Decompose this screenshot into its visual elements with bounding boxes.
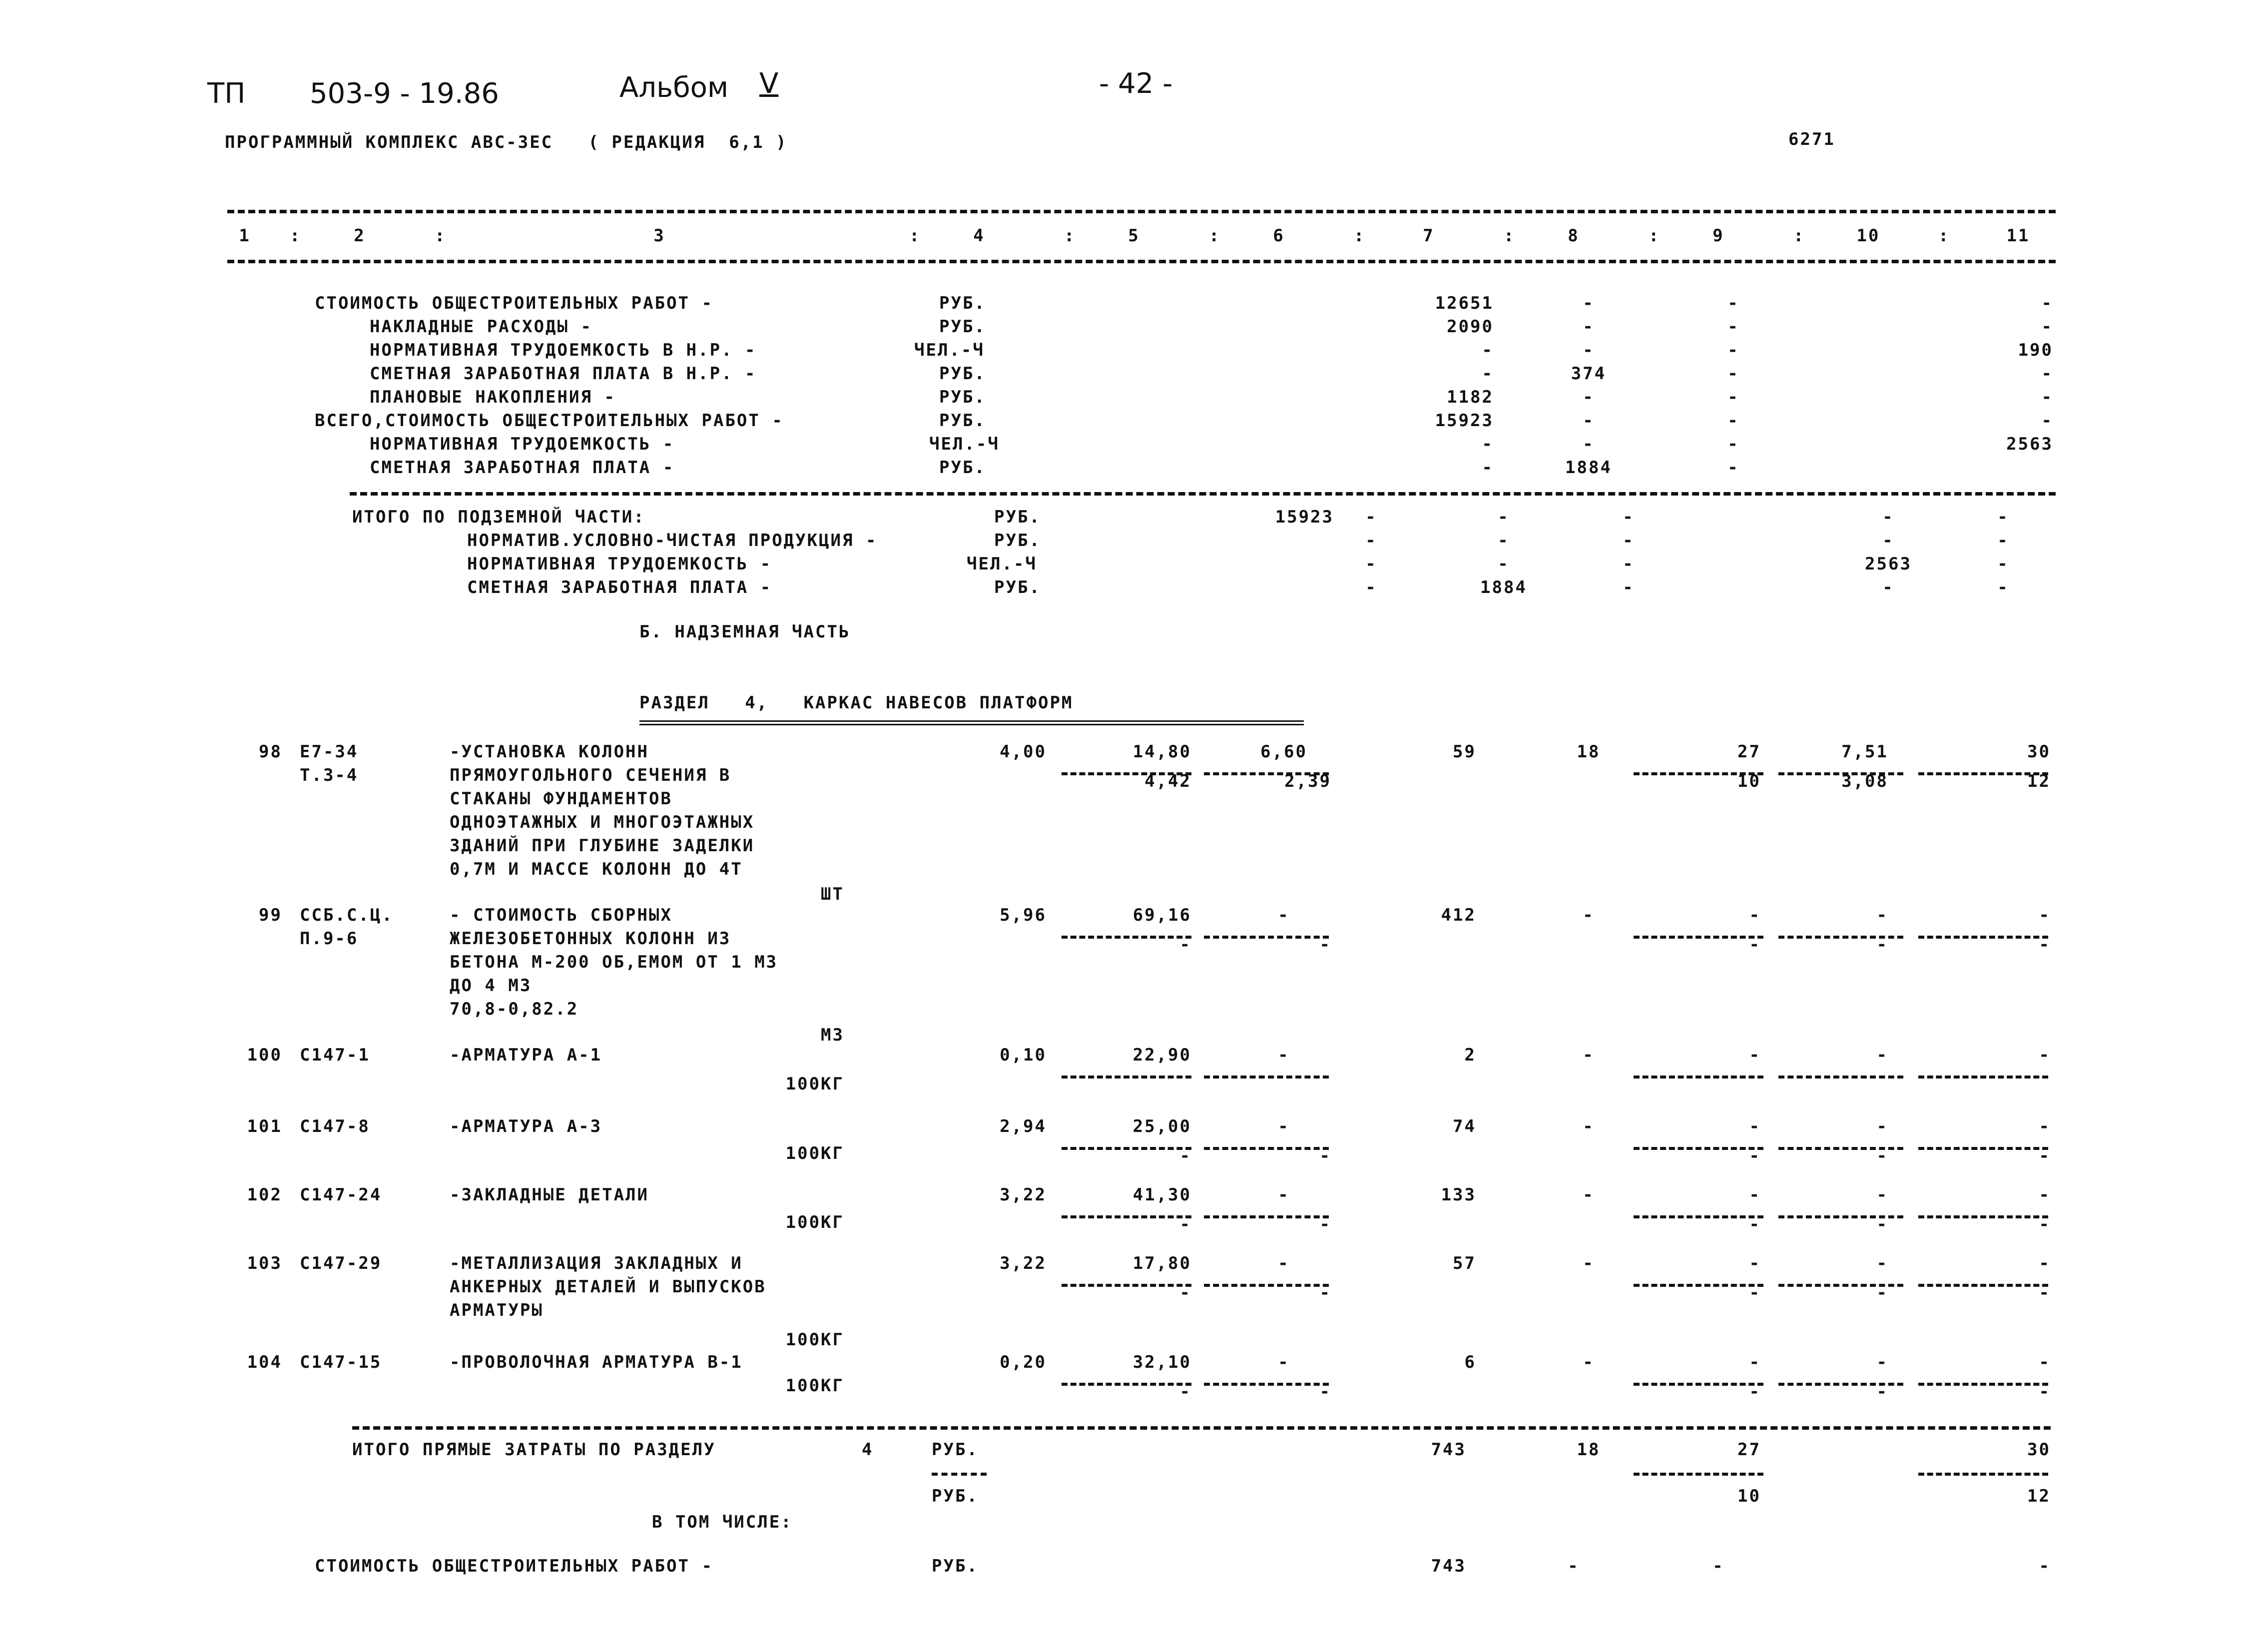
- item-col6-sub: -: [1319, 1382, 1331, 1402]
- item-unit-price: 25,00: [1132, 1116, 1191, 1136]
- razdel-underline: [639, 720, 1304, 725]
- summary-col7: -: [1482, 434, 1494, 454]
- summary2-col-f: -: [1997, 507, 2009, 527]
- summary-col11: -: [2041, 317, 2053, 337]
- summary2-unit: ЧЕЛ.-Ч: [967, 554, 1037, 574]
- item-col9: -: [1749, 1116, 1761, 1136]
- totals-col11-sub: 12: [2027, 1486, 2051, 1506]
- item-col10: -: [1876, 905, 1888, 925]
- item-qty: 0,10: [1000, 1045, 1047, 1065]
- summary2-col-d: -: [1623, 507, 1635, 527]
- summary-col9: -: [1727, 293, 1739, 313]
- summary-label: ВСЕГО,СТОИМОСТЬ ОБЩЕСТРОИТЕЛЬНЫХ РАБОТ -: [315, 411, 784, 431]
- summary-col8: -: [1583, 411, 1595, 431]
- item-cost: 59: [1453, 742, 1476, 762]
- table-header-rule: [227, 260, 2056, 263]
- item-col9: -: [1749, 1253, 1761, 1273]
- doc-number: 6271: [1788, 129, 1835, 149]
- item-col5-sub: -: [1179, 1382, 1191, 1402]
- item-col8: -: [1583, 1352, 1595, 1372]
- summary2-col-d: -: [1623, 554, 1635, 574]
- item-col6-sub: -: [1319, 1214, 1331, 1234]
- item-col11: -: [2039, 1352, 2051, 1372]
- item-col9-sub: -: [1749, 935, 1761, 955]
- item-qty: 5,96: [1000, 905, 1047, 925]
- summary-unit: РУБ.: [939, 317, 986, 337]
- item-col9: -: [1749, 1185, 1761, 1205]
- summary2-col-b: -: [1365, 577, 1377, 597]
- summary-col8: 1884: [1565, 458, 1612, 478]
- item-col6: -: [1278, 1253, 1290, 1273]
- album-number: V: [759, 67, 779, 100]
- summary-col8: 374: [1571, 364, 1607, 384]
- summary-unit: ЧЕЛ.-Ч: [914, 340, 985, 360]
- item-cost: 74: [1453, 1116, 1476, 1136]
- item-col6: 6,60: [1260, 742, 1307, 762]
- item-number: 100: [247, 1045, 282, 1065]
- column-header-8: 8: [1568, 226, 1580, 246]
- summary-unit: РУБ.: [939, 458, 986, 478]
- summary-rule: [350, 492, 2056, 496]
- item-col5-sub: -: [1179, 1214, 1191, 1234]
- item-unit-price: 41,30: [1132, 1185, 1191, 1205]
- item-description: -УСТАНОВКА КОЛОНН: [450, 742, 649, 762]
- summary-col9: -: [1727, 458, 1739, 478]
- item-description: ОДНОЭТАЖНЫХ И МНОГОЭТАЖНЫХ: [450, 812, 755, 832]
- summary-col11: -: [2041, 411, 2053, 431]
- item-col9-sub: -: [1749, 1283, 1761, 1303]
- totals-unit: РУБ.: [932, 1440, 979, 1460]
- item-unit: 100КГ: [785, 1376, 844, 1396]
- item-qty: 3,22: [1000, 1253, 1047, 1273]
- item-unit: 100КГ: [785, 1212, 844, 1232]
- item-description: -ЗАКЛАДНЫЕ ДЕТАЛИ: [450, 1185, 649, 1205]
- item-col6: -: [1278, 1352, 1290, 1372]
- summary2-label: НОРМАТИВ.УСЛОВНО-ЧИСТАЯ ПРОДУКЦИЯ -: [467, 531, 878, 551]
- summary-col11: -: [2041, 293, 2053, 313]
- item-col10-sub: -: [1876, 1146, 1888, 1166]
- item-col6: -: [1278, 905, 1290, 925]
- item-description: - СТОИМОСТЬ СБОРНЫХ: [450, 905, 672, 925]
- item-code: С147-1: [300, 1045, 370, 1065]
- item-qty: 0,20: [1000, 1352, 1047, 1372]
- item-description: ДО 4 М3: [450, 976, 532, 996]
- column-header-7: 7: [1423, 226, 1435, 246]
- item-col5-sub: -: [1179, 1146, 1191, 1166]
- summary2-col-c: -: [1498, 554, 1510, 574]
- item-col10-sub: -: [1876, 1214, 1888, 1234]
- item-col11-sub: -: [2039, 935, 2051, 955]
- summary-col7: -: [1482, 364, 1494, 384]
- summary2-col-b: -: [1365, 531, 1377, 551]
- summary-col9: -: [1727, 411, 1739, 431]
- item-unit-price: 17,80: [1132, 1253, 1191, 1273]
- summary2-col-c: -: [1498, 507, 1510, 527]
- item-col11: -: [2039, 1253, 2051, 1273]
- item-col10: -: [1876, 1253, 1888, 1273]
- summary2-col-e: -: [1882, 577, 1894, 597]
- summary-col8: -: [1583, 317, 1595, 337]
- column-separator: :: [1793, 226, 1805, 246]
- totals-col9-rule: [1634, 1473, 1763, 1476]
- item-description: ЗДАНИЙ ПРИ ГЛУБИНЕ ЗАДЕЛКИ: [450, 836, 755, 856]
- summary-col9: -: [1727, 340, 1739, 360]
- summary-label: НОРМАТИВНАЯ ТРУДОЕМКОСТЬ -: [370, 434, 675, 454]
- item-cost: 133: [1441, 1185, 1476, 1205]
- item-col9-rule: [1634, 1076, 1763, 1079]
- summary2-label: ИТОГО ПО ПОДЗЕМНОЙ ЧАСТИ:: [352, 507, 645, 527]
- item-col10: 7,51: [1841, 742, 1888, 762]
- summary-col9: -: [1727, 364, 1739, 384]
- summary-col11: -: [2041, 364, 2053, 384]
- column-separator: :: [909, 226, 921, 246]
- item-number: 103: [247, 1253, 282, 1273]
- summary-col7: 1182: [1447, 387, 1494, 407]
- item-unit: ШТ: [821, 884, 844, 904]
- summary-col7: 12651: [1435, 293, 1494, 313]
- item-col5-sub: -: [1179, 1283, 1191, 1303]
- table-top-rule: [227, 210, 2056, 213]
- column-header-6: 6: [1273, 226, 1285, 246]
- item-description: ПРЯМОУГОЛЬНОГО СЕЧЕНИЯ В: [450, 765, 731, 785]
- item-col10: -: [1876, 1352, 1888, 1372]
- item-description: -АРМАТУРА А-3: [450, 1116, 602, 1136]
- totals-col11-rule: [1918, 1473, 2048, 1476]
- item-cost: 412: [1441, 905, 1476, 925]
- item-unit: М3: [821, 1025, 844, 1045]
- summary-unit: РУБ.: [939, 364, 986, 384]
- item-description: СТАКАНЫ ФУНДАМЕНТОВ: [450, 789, 672, 809]
- totals-col9: 27: [1737, 1440, 1761, 1460]
- totals-last-unit: РУБ.: [932, 1556, 979, 1576]
- item-col9: 27: [1737, 742, 1761, 762]
- summary2-col-c: 1884: [1480, 577, 1527, 597]
- item-col10-rule: [1778, 1076, 1903, 1079]
- item-col8: -: [1583, 1253, 1595, 1273]
- summary-col8: -: [1583, 340, 1595, 360]
- totals-col9-sub: 10: [1737, 1486, 1761, 1506]
- column-separator: :: [1938, 226, 1950, 246]
- item-col6: -: [1278, 1116, 1290, 1136]
- totals-col7: 743: [1431, 1440, 1466, 1460]
- item-col11-rule: [1918, 1076, 2048, 1079]
- item-qty: 2,94: [1000, 1116, 1047, 1136]
- item-unit: 100КГ: [785, 1330, 844, 1350]
- item-col8: -: [1583, 1045, 1595, 1065]
- item-col10-sub: -: [1876, 935, 1888, 955]
- column-separator: :: [290, 226, 302, 246]
- summary-col8: -: [1583, 293, 1595, 313]
- section-title: Б. НАДЗЕМНАЯ ЧАСТЬ: [639, 622, 851, 642]
- item-col8: -: [1583, 905, 1595, 925]
- item-col11: 30: [2027, 742, 2051, 762]
- summary-col11: 2563: [2006, 434, 2053, 454]
- totals-including: В ТОМ ЧИСЛЕ:: [652, 1512, 793, 1532]
- item-col6-sub: -: [1319, 1146, 1331, 1166]
- summary2-col-e: 2563: [1865, 554, 1912, 574]
- item-unit: 100КГ: [785, 1143, 844, 1163]
- item-unit-price: 22,90: [1132, 1045, 1191, 1065]
- item-unit: 100КГ: [785, 1074, 844, 1094]
- item-qty: 4,00: [1000, 742, 1047, 762]
- item-code: С147-29: [300, 1253, 382, 1273]
- column-header-11: 11: [2006, 226, 2030, 246]
- column-separator: :: [1504, 226, 1516, 246]
- summary2-col-f: -: [1997, 531, 2009, 551]
- summary-unit: РУБ.: [939, 387, 986, 407]
- summary-unit: РУБ.: [939, 411, 986, 431]
- summary-col9: -: [1727, 317, 1739, 337]
- item-col11-sub: -: [2039, 1382, 2051, 1402]
- item-col10-sub: -: [1876, 1382, 1888, 1402]
- item-col6: -: [1278, 1185, 1290, 1205]
- summary-label: НОРМАТИВНАЯ ТРУДОЕМКОСТЬ В Н.Р. -: [370, 340, 757, 360]
- item-description: 0,7М И МАССЕ КОЛОНН ДО 4Т: [450, 859, 743, 879]
- item-col9-sub: 10: [1737, 771, 1761, 791]
- totals-razdel-number: 4: [862, 1440, 874, 1460]
- summary-col8: -: [1583, 434, 1595, 454]
- item-description: АНКЕРНЫХ ДЕТАЛЕЙ И ВЫПУСКОВ: [450, 1277, 766, 1297]
- item-col5-rule: [1062, 1076, 1191, 1079]
- summary-label: СМЕТНАЯ ЗАРАБОТНАЯ ПЛАТА -: [370, 458, 675, 478]
- column-header-4: 4: [973, 226, 985, 246]
- summary2-col-e: -: [1882, 531, 1894, 551]
- item-code-sub: Т.3-4: [300, 765, 359, 785]
- summary-col9: -: [1727, 434, 1739, 454]
- summary2-total: 15923: [1275, 507, 1334, 527]
- summary-unit: ЧЕЛ.-Ч: [929, 434, 1000, 454]
- column-header-2: 2: [354, 226, 366, 246]
- column-header-9: 9: [1712, 226, 1724, 246]
- totals-last-col7: 743: [1431, 1556, 1466, 1576]
- item-col8: -: [1583, 1185, 1595, 1205]
- column-separator: :: [1064, 226, 1076, 246]
- totals-rule: [352, 1426, 2051, 1430]
- summary2-col-f: -: [1997, 554, 2009, 574]
- razdel-title: РАЗДЕЛ 4, КАРКАС НАВЕСОВ ПЛАТФОРМ: [639, 693, 1074, 713]
- item-col8: 18: [1577, 742, 1601, 762]
- item-col11: -: [2039, 905, 2051, 925]
- column-separator: :: [1354, 226, 1366, 246]
- summary2-label: НОРМАТИВНАЯ ТРУДОЕМКОСТЬ -: [467, 554, 772, 574]
- item-col10: -: [1876, 1116, 1888, 1136]
- item-description: АРМАТУРЫ: [450, 1300, 544, 1320]
- item-col11: -: [2039, 1116, 2051, 1136]
- column-header-5: 5: [1128, 226, 1140, 246]
- item-col9-sub: -: [1749, 1146, 1761, 1166]
- column-separator: :: [1209, 226, 1221, 246]
- item-unit-price: 69,16: [1132, 905, 1191, 925]
- item-col6: -: [1278, 1045, 1290, 1065]
- item-cost: 2: [1464, 1045, 1476, 1065]
- totals-last-col8: -: [1568, 1556, 1580, 1576]
- tp-label: ТП: [207, 77, 246, 110]
- item-description: -ПРОВОЛОЧНАЯ АРМАТУРА В-1: [450, 1352, 743, 1372]
- item-description: -АРМАТУРА А-1: [450, 1045, 602, 1065]
- item-col9-sub: -: [1749, 1382, 1761, 1402]
- summary-label: ПЛАНОВЫЕ НАКОПЛЕНИЯ -: [370, 387, 616, 407]
- item-col6-sub: 2,39: [1284, 771, 1331, 791]
- item-code: С147-8: [300, 1116, 370, 1136]
- summary-col11: -: [2041, 387, 2053, 407]
- project-code: 503-9 - 19.86: [310, 77, 499, 110]
- item-unit-price: 14,80: [1132, 742, 1191, 762]
- summary-col7: -: [1482, 458, 1494, 478]
- item-number: 99: [259, 905, 282, 925]
- totals-col8: 18: [1577, 1440, 1601, 1460]
- item-cost: 57: [1453, 1253, 1476, 1273]
- totals-unit-2: РУБ.: [932, 1486, 979, 1506]
- summary2-unit: РУБ.: [994, 507, 1041, 527]
- item-col5-sub: -: [1179, 935, 1191, 955]
- item-cost: 6: [1464, 1352, 1476, 1372]
- item-col11-sub: -: [2039, 1146, 2051, 1166]
- item-number: 98: [259, 742, 282, 762]
- summary2-col-b: -: [1365, 554, 1377, 574]
- item-number: 101: [247, 1116, 282, 1136]
- item-col10: -: [1876, 1045, 1888, 1065]
- summary-label: СМЕТНАЯ ЗАРАБОТНАЯ ПЛАТА В Н.Р. -: [370, 364, 757, 384]
- summary2-unit: РУБ.: [994, 531, 1041, 551]
- item-col11-sub: -: [2039, 1283, 2051, 1303]
- summary-col7: -: [1482, 340, 1494, 360]
- summary2-col-c: -: [1498, 531, 1510, 551]
- page-number: - 42 -: [1099, 67, 1173, 100]
- totals-unit-rule: [932, 1473, 987, 1476]
- column-separator: :: [435, 226, 447, 246]
- summary2-col-d: -: [1623, 531, 1635, 551]
- item-number: 102: [247, 1185, 282, 1205]
- summary-col11: 190: [2018, 340, 2053, 360]
- item-col10-sub: -: [1876, 1283, 1888, 1303]
- item-unit-price: 32,10: [1132, 1352, 1191, 1372]
- item-col8: -: [1583, 1116, 1595, 1136]
- item-col9-sub: -: [1749, 1214, 1761, 1234]
- item-col9: -: [1749, 1352, 1761, 1372]
- item-qty: 3,22: [1000, 1185, 1047, 1205]
- item-col6-sub: -: [1319, 935, 1331, 955]
- totals-label: ИТОГО ПРЯМЫЕ ЗАТРАТЫ ПО РАЗДЕЛУ: [352, 1440, 716, 1460]
- item-col9: -: [1749, 1045, 1761, 1065]
- item-description: ЖЕЛЕЗОБЕТОННЫХ КОЛОНН ИЗ: [450, 929, 731, 949]
- item-col9: -: [1749, 905, 1761, 925]
- summary-col7: 15923: [1435, 411, 1494, 431]
- item-code-sub: П.9-6: [300, 929, 359, 949]
- summary2-unit: РУБ.: [994, 577, 1041, 597]
- item-col5-sub: 4,42: [1144, 771, 1191, 791]
- item-code: С147-15: [300, 1352, 382, 1372]
- summary2-col-f: -: [1997, 577, 2009, 597]
- summary2-label: СМЕТНАЯ ЗАРАБОТНАЯ ПЛАТА -: [467, 577, 772, 597]
- item-description: 70,8-0,82.2: [450, 999, 579, 1019]
- totals-last-col9: -: [1712, 1556, 1724, 1576]
- summary-label: НАКЛАДНЫЕ РАСХОДЫ -: [370, 317, 592, 337]
- totals-last-label: СТОИМОСТЬ ОБЩЕСТРОИТЕЛЬНЫХ РАБОТ -: [315, 1556, 713, 1576]
- summary-label: СТОИМОСТЬ ОБЩЕСТРОИТЕЛЬНЫХ РАБОТ -: [315, 293, 713, 313]
- item-code: С147-24: [300, 1185, 382, 1205]
- item-col10: -: [1876, 1185, 1888, 1205]
- item-col11: -: [2039, 1045, 2051, 1065]
- item-description: -МЕТАЛЛИЗАЦИЯ ЗАКЛАДНЫХ И: [450, 1253, 743, 1273]
- column-separator: :: [1649, 226, 1661, 246]
- totals-last-col11: -: [2039, 1556, 2051, 1576]
- item-description: БЕТОНА М-200 ОБ,ЕМОМ ОТ 1 М3: [450, 952, 778, 972]
- item-number: 104: [247, 1352, 282, 1372]
- item-col11: -: [2039, 1185, 2051, 1205]
- column-header-3: 3: [653, 226, 665, 246]
- column-header-10: 10: [1856, 226, 1880, 246]
- column-header-1: 1: [239, 226, 251, 246]
- item-col6-sub: -: [1319, 1283, 1331, 1303]
- summary2-col-d: -: [1623, 577, 1635, 597]
- album-label: Альбом: [619, 71, 729, 104]
- item-col11-sub: -: [2039, 1214, 2051, 1234]
- item-col10-sub: 3,08: [1841, 771, 1888, 791]
- summary-unit: РУБ.: [939, 293, 986, 313]
- item-code: Е7-34: [300, 742, 359, 762]
- item-col6-rule: [1204, 1076, 1329, 1079]
- summary-col9: -: [1727, 387, 1739, 407]
- summary-col8: -: [1583, 387, 1595, 407]
- totals-col11: 30: [2027, 1440, 2051, 1460]
- program-title: ПРОГРАММНЫЙ КОМПЛЕКС АВС-3ЕС ( РЕДАКЦИЯ 6,1 ): [225, 132, 788, 152]
- summary-col7: 2090: [1447, 317, 1494, 337]
- summary2-col-b: -: [1365, 507, 1377, 527]
- item-code: ССБ.С.Ц.: [300, 905, 394, 925]
- summary2-col-e: -: [1882, 507, 1894, 527]
- item-col11-sub: 12: [2027, 771, 2051, 791]
